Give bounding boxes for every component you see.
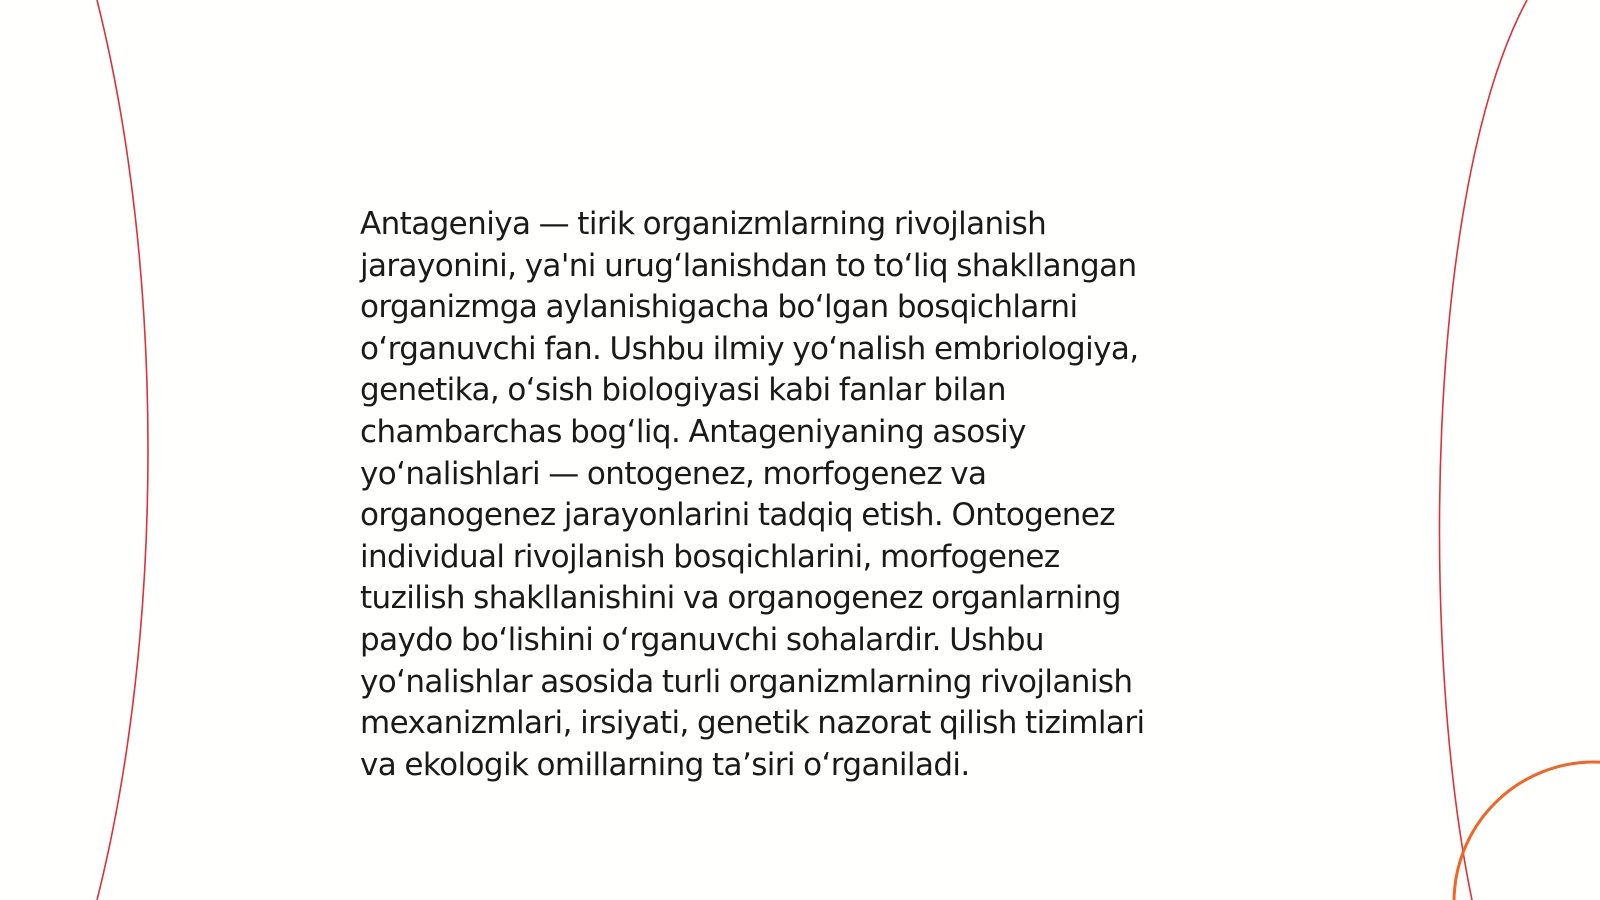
left-curve-decoration bbox=[97, 0, 148, 900]
accent-circle-decoration bbox=[1454, 762, 1600, 900]
right-curve-decoration bbox=[1440, 0, 1527, 900]
slide-body-text: Antageniya — tirik organizmlarning rivojlanish jarayonini, ya'ni urugʻlanishdan to toʻliq shakllangan organizmga aylanishigacha boʻlgan bosqichlarni oʻrganuvchi fan. Ushbu ilmiy yoʻnalish embriologiya, genetika, oʻsish biologiyasi kabi fanlar bilan chambarchas bogʻliq. Antageniyaning asosiy yoʻnalishlari — ontogenez, morfogenez va organogenez jarayonlarini tadqiq etish. Ontogenez individual rivojlanish bosqichlarini, morfogenez tuzilish shakllanishini va organogenez organlarning paydo boʻlishini oʻrganuvchi sohalardir. Ushbu yoʻnalishlar asosida turli organizmlarning rivojlanish mexanizmlari, irsiyati, genetik nazorat qilish tizimlari va ekologik omillarning taʼsiri oʻrganiladi. bbox=[360, 206, 1145, 783]
